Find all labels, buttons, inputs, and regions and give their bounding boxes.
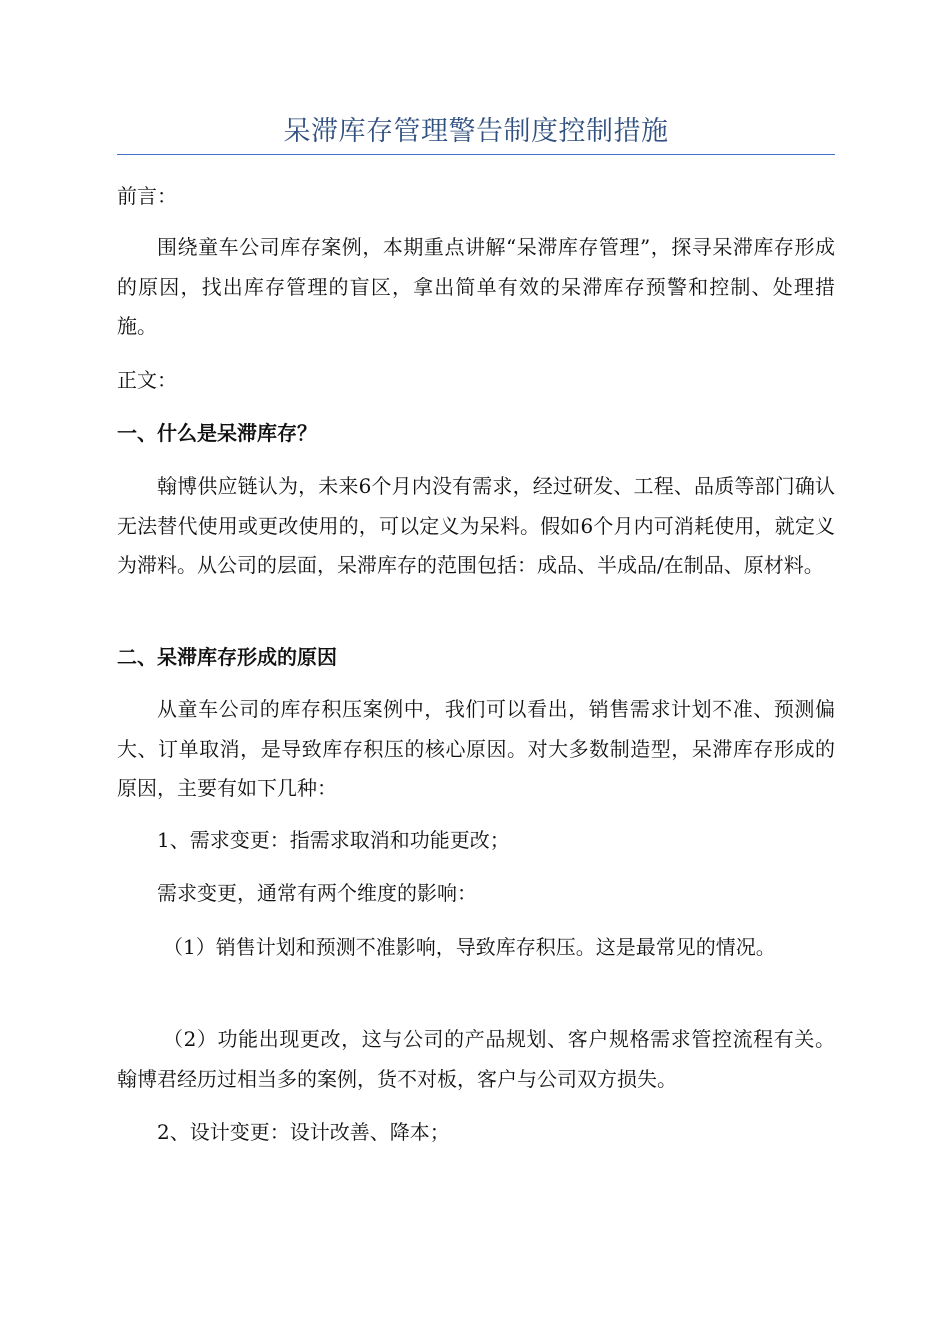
section2-paragraph: 从童车公司的库存积压案例中，我们可以看出，销售需求计划不准、预测偏大、订单取消，是导致库存积压的核心原因。对大多数制造型，呆滞库存形成的原因，主要有如下几种：	[117, 697, 835, 800]
list-item-demand-change: 1、需求变更：指需求取消和功能更改；	[157, 828, 510, 852]
demand-change-point-1: （1）销售计划和预测不准影响，导致库存积压。这是最常见的情况。	[163, 935, 776, 959]
section1-paragraph: 翰博供应链认为，未来6个月内没有需求，经过研发、工程、品质等部门确认无法替代使用或更改使用的，可以定义为呆料。假如6个月内可消耗使用，就定义为滞料。从公司的层面，呆滞库存的范围包括：成品、半成品/在制品、原材料。	[117, 474, 835, 577]
document-page	[117, 0, 835, 1344]
demand-change-intro: 需求变更，通常有两个维度的影响：	[157, 881, 477, 905]
preface-paragraph: 围绕童车公司库存案例，本期重点讲解“呆滞库存管理”，探寻呆滞库存形成的原因，找出库存管理的盲区，拿出简单有效的呆滞库存预警和控制、处理措施。	[117, 235, 835, 338]
section2-heading: 二、呆滞库存形成的原因	[117, 645, 337, 669]
document-title: 呆滞库存管理警告制度控制措施	[283, 116, 669, 147]
demand-change-point-2: （2）功能出现更改，这与公司的产品规划、客户规格需求管控流程有关。翰博君经历过相当多的案例，货不对板，客户与公司双方损失。	[117, 1027, 835, 1091]
preface-label: 前言：	[117, 184, 177, 208]
list-item-design-change: 2、设计变更：设计改善、降本；	[157, 1120, 450, 1144]
section1-heading: 一、什么是呆滞库存？	[117, 421, 317, 445]
title-underline	[117, 154, 835, 155]
body-label: 正文：	[117, 368, 177, 392]
